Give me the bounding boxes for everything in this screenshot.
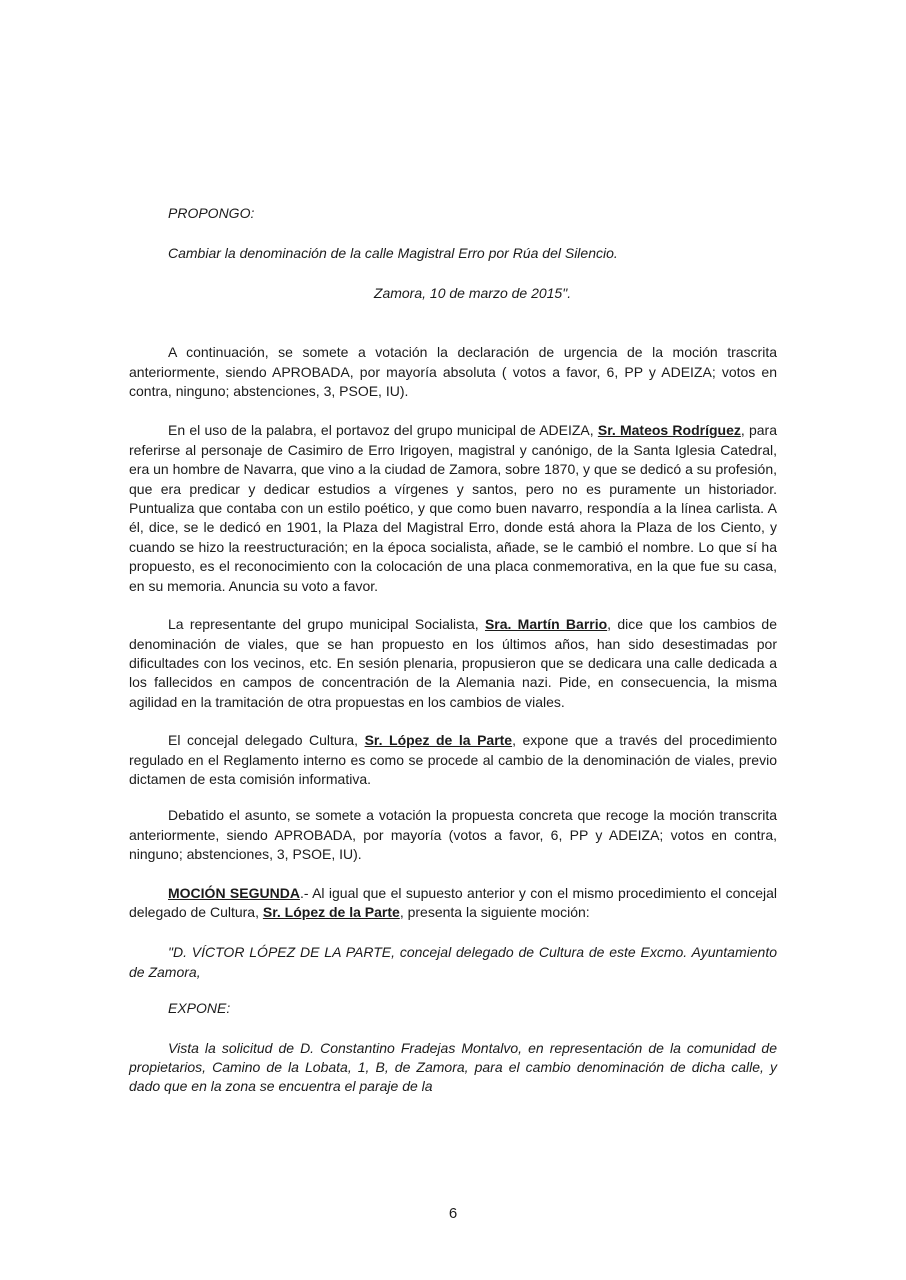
speaker-name: Sr. López de la Parte xyxy=(364,732,513,749)
document-body xyxy=(129,204,777,1097)
text-run: , presenta la siguiente moción: xyxy=(399,903,590,920)
paragraph-propongo: PROPONGO: xyxy=(168,205,255,221)
speaker-name: Sra. Martín Barrio xyxy=(484,616,608,633)
text-run: .- Al igual que el supuesto anterior y con el mismo procedimiento el concejal delegado de Cultura, xyxy=(129,884,777,920)
paragraph-intervencion-cultura xyxy=(129,731,777,789)
paragraph-votacion-mocion: Debatido el asunto, se somete a votación la propuesta concreta que recoge la moción transcrita anteriormente, siendo APROBADA, por mayoría (votos a favor, 6, PP y ADEIZA; votos en contra, ninguno; abstenciones, 3, PSOE, IU). xyxy=(129,807,777,863)
section-heading: MOCIÓN SEGUNDA xyxy=(168,884,300,901)
speaker-name: Sr. López de la Parte xyxy=(262,903,400,920)
text-run: La representante del grupo municipal Socialista, xyxy=(168,616,485,633)
text-run: , para referirse al personaje de Casimiro de Erro Irigoyen, magistral y canónigo, de la Santa Iglesia Catedral, era un hombre de Navarra, que vino a la ciudad de Zamora, sobre 1870, y que se dedicó a su profesión, que era predicar y dedicar estudios a vírgenes y santos, pero no es puramente un historiador. Puntualiza que contaba con un estilo poético, y que como buen navarro, respondía a la línea carlista. A él, dice, se le dedicó en 1901, la Plaza del Magistral Erro, donde está ahora la Plaza de los Ciento, y cuando se hizo la reestructuración; en la época socialista, añade, se le cambió el nombre. Lo que sí ha propuesto, es el reconocimiento con la colocación de una placa conmemorativa, en la que fue su casa, en su memoria. Anuncia su voto a favor. xyxy=(129,422,777,594)
paragraph-expone: EXPONE: xyxy=(168,1000,231,1017)
text-run: En el uso de la palabra, el portavoz del grupo municipal de ADEIZA, xyxy=(168,422,598,439)
paragraph-propuesta: Cambiar la denominación de la calle Magistral Erro por Rúa del Silencio. xyxy=(168,245,618,262)
page-number: 6 xyxy=(448,1205,458,1222)
paragraph-mocion-segunda xyxy=(129,884,777,923)
paragraph-intervencion-adeiza xyxy=(129,421,777,596)
paragraph-vista-solicitud: Vista la solicitud de D. Constantino Fradejas Montalvo, en representación de la comunidad de propietarios, Camino de la Lobata, 1, B, de Zamora, para el cambio denominación de dicha calle, y dado que en la zona se encuentra el paraje de la xyxy=(129,1039,777,1095)
paragraph-intervencion-psoe xyxy=(129,615,777,712)
paragraph-votacion-urgencia: A continuación, se somete a votación la declaración de urgencia de la moción trascrita anteriormente, siendo APROBADA, por mayoría absoluta ( votos a favor, 6, PP y ADEIZA; votos en contra, ninguno; abstenciones, 3, PSOE, IU). xyxy=(129,344,777,400)
text-run: , expone que a través del procedimiento regulado en el Reglamento interno es como se procede al cambio de la denominación de viales, previo dictamen de esta comisión informativa. xyxy=(129,732,777,787)
paragraph-encabezado-mocion: "D. VÍCTOR LÓPEZ DE LA PARTE, concejal delegado de Cultura de este Excmo. Ayuntamiento de Zamora, xyxy=(129,944,777,980)
paragraph-fecha: Zamora, 10 de marzo de 2015". xyxy=(373,284,572,301)
speaker-name: Sr. Mateos Rodríguez xyxy=(597,422,741,439)
text-run: , dice que los cambios de denominación de viales, que se han propuesto en los últimos años, han sido desestimadas por dificultades con los vecinos, etc. En sesión plenaria, propusieron que se dedicara una calle dedicada a los fallecidos en campos de concentración de la Alemania nazi. Pide, en consecuencia, la misma agilidad en la tramitación de otra propuestas en los cambios de viales. xyxy=(129,616,777,710)
text-run: El concejal delegado Cultura, xyxy=(168,732,365,749)
